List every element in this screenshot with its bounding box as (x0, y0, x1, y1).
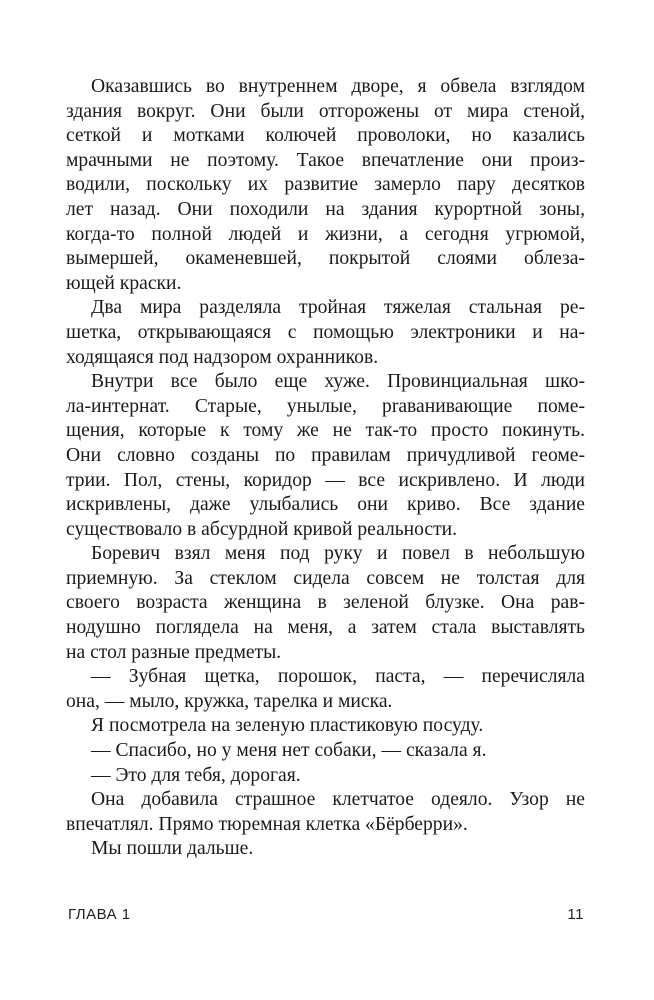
text-line: Они словно созданы по правилам причудливой геоме- (66, 444, 585, 466)
text-line: лет назад. Они походили на здания курортной зоны, (66, 198, 585, 220)
text-line: мрачными не поэтому. Такое впечатление они произ- (66, 149, 585, 171)
text-line: ла-интернат. Старые, унылые, praванивающие поме- (66, 395, 585, 417)
text-line: впечатлял. Прямо тюремная клетка «Бёрберри». (66, 813, 468, 835)
text-line: своего возраста женщина в зеленой блузке. Она рав- (66, 592, 585, 614)
text-line: — Спасибо, но у меня нет собаки, — сказала я. (91, 740, 487, 762)
page-footer (68, 906, 584, 930)
text-line: Внутри все было еще хуже. Провинциальная шко- (91, 371, 585, 393)
text-line: искривлены, даже улыбались они криво. Все здание (66, 494, 585, 516)
text-line: Оказавшись во внутреннем дворе, я обвела взглядом (91, 76, 585, 97)
text-line: ходящаяся под надзором охранников. (66, 346, 379, 368)
text-line: сеткой и мотками колючей проволоки, но казались (66, 125, 585, 147)
text-line: на стол разные предметы. (66, 641, 282, 663)
text-line: приемную. За стеклом сидела совсем не толстая для (66, 567, 585, 589)
text-line: шетка, открывающаяся с помощью электроники и на- (66, 321, 585, 343)
text-line: Боревич взял меня под руку и повел в небольшую (91, 543, 585, 565)
text-line: существовало в абсурдной кривой реальности. (66, 518, 458, 540)
text-line: когда-то полной людей и жизни, а сегодня угрюмой, (66, 223, 585, 245)
chapter-label: ГЛАВА 1 (68, 906, 131, 923)
text-line: водили, поскольку их развитие замерло пару десятков (66, 174, 585, 196)
text-line: вымершей, окаменевшей, покрытой слоями облеза- (66, 248, 585, 270)
text-line: нодушно поглядела на меня, а затем стала выставлять (66, 617, 585, 639)
page-number: 11 (567, 906, 584, 923)
text-line: — Это для тебя, дорогая. (91, 764, 301, 786)
text-line: Два мира разделяла тройная тяжелая стальная ре- (91, 297, 585, 319)
text-line: — Зубная щетка, порошок, паста, — перечисляла (91, 666, 585, 688)
text-line: Она добавила страшное клетчатое одеяло. Узор не (91, 789, 585, 811)
text-line: Мы пошли дальше. (91, 838, 254, 860)
body-text (66, 75, 585, 862)
text-line: она, — мыло, кружка, тарелка и миска. (66, 690, 393, 712)
text-line: Я посмотрела на зеленую пластиковую посуду. (91, 715, 484, 737)
text-line: трии. Пол, стены, коридор — все искривлено. И люди (66, 469, 585, 491)
text-line: здания вокруг. Они были отгорожены от мира стеной, (66, 100, 585, 122)
text-line: щения, которые к тому же не так-то просто покинуть. (66, 420, 585, 442)
text-line: ющей краски. (66, 272, 182, 294)
